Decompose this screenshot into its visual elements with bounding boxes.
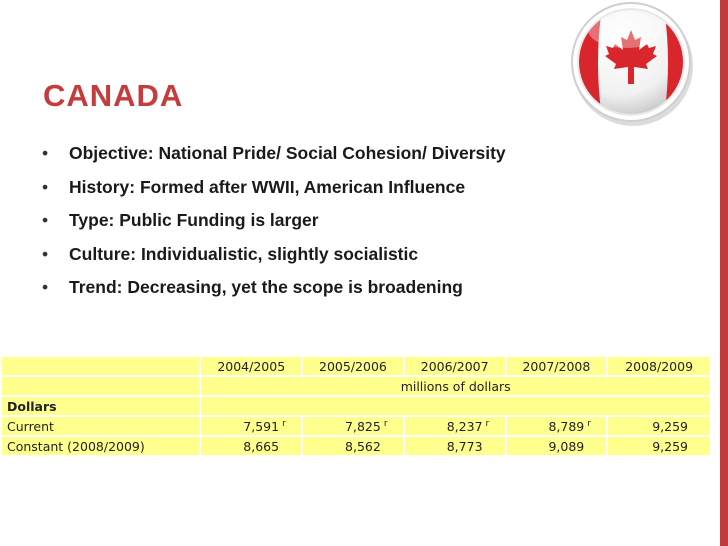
- bullet-item: [42, 143, 506, 177]
- row-label: Current: [1, 416, 200, 436]
- bullet-dot: •: [42, 277, 49, 297]
- cell-value: 9,259: [652, 418, 688, 434]
- bullet-dot: •: [42, 210, 49, 230]
- table-cell: [200, 436, 302, 456]
- cell-value: 7,825: [345, 418, 381, 434]
- slide-title: CANADA: [43, 78, 184, 113]
- bullet-item: [42, 177, 506, 211]
- cell-value: 9,089: [548, 438, 585, 454]
- unit-label: millions of dollars: [200, 376, 711, 396]
- revised-flag: r: [383, 418, 388, 429]
- revised-flag: r: [485, 418, 490, 429]
- section-label: Dollars: [1, 396, 200, 416]
- table-cell: [200, 416, 302, 436]
- bullet-dot: •: [42, 176, 49, 197]
- table-cell: [506, 416, 608, 436]
- table-cell: [607, 436, 711, 456]
- table-row: [1, 416, 711, 436]
- bullet-dot: •: [42, 143, 49, 163]
- year-header: 2006/2007: [404, 356, 506, 376]
- bullet-dot: •: [42, 243, 49, 264]
- table-cell: [506, 436, 608, 456]
- bullet-list: [42, 143, 506, 311]
- cell-value: 7,591: [243, 418, 280, 434]
- row-label: Constant (2008/2009): [1, 436, 200, 456]
- table-cell: [302, 416, 404, 436]
- table-cell: [404, 416, 506, 436]
- bullet-item: [42, 210, 506, 244]
- cell-value: 8,789: [548, 418, 585, 434]
- table-unit-row: [1, 376, 711, 396]
- year-header: 2007/2008: [506, 356, 608, 376]
- table-section-row: [1, 396, 711, 416]
- section-filler: [200, 396, 711, 416]
- revised-flag: r: [587, 418, 591, 429]
- bullet-text: Culture: Individualistic, slightly socialistic: [69, 243, 419, 264]
- bullet-text: Type: Public Funding is larger: [69, 210, 319, 230]
- table-row: [1, 436, 711, 456]
- table-cell: [302, 436, 404, 456]
- cell-value: 8,665: [243, 438, 280, 454]
- cell-value: 9,259: [652, 438, 688, 454]
- table-cell: [607, 416, 711, 436]
- year-header: 2004/2005: [200, 356, 302, 376]
- canada-flag-icon: [556, 0, 706, 128]
- year-header: 2008/2009: [607, 356, 711, 376]
- bullet-text: Trend: Decreasing, yet the scope is broadening: [69, 277, 463, 297]
- bullet-item: [42, 244, 506, 278]
- bullet-text: Objective: National Pride/ Social Cohesion/ Diversity: [69, 143, 506, 163]
- table-cell: [404, 436, 506, 456]
- table-header-row: [1, 356, 711, 376]
- cell-value: 8,237: [446, 418, 483, 434]
- funding-table: [0, 355, 712, 465]
- revised-flag: r: [282, 418, 286, 429]
- cell-value: 8,562: [345, 438, 381, 454]
- right-accent-bar: [720, 0, 728, 546]
- table-corner-cell: [1, 376, 200, 396]
- cell-value: 8,773: [446, 438, 483, 454]
- bullet-item: [42, 277, 506, 311]
- table-corner-cell: [1, 356, 200, 376]
- year-header: 2005/2006: [302, 356, 404, 376]
- bullet-text: History: Formed after WWII, American Influence: [69, 176, 466, 197]
